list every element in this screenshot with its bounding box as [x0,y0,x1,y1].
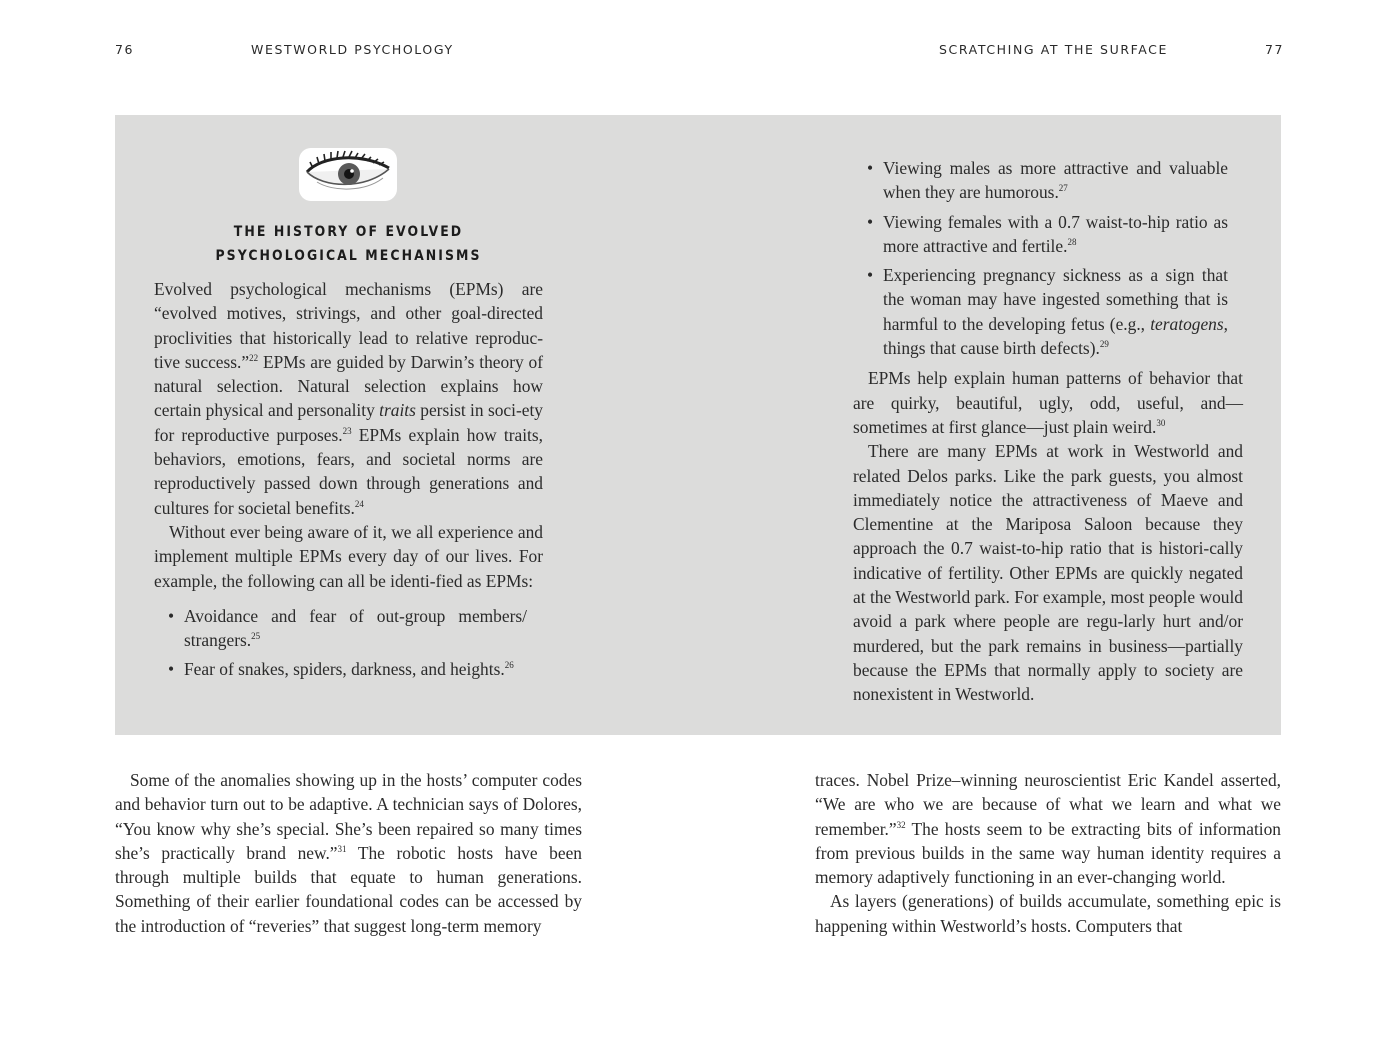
eye-badge [299,148,397,201]
footnote-ref: 29 [1099,339,1109,350]
footnote-ref: 23 [342,425,352,436]
body-left-column [115,768,582,938]
list-item-text: Viewing females with a 0.7 waist-to-hip ratio as more attractive and fertile. [883,211,1228,256]
list-item-text: Avoidance and fear of out-group members/ strangers. [184,605,527,651]
text-run: EPMs explain how traits, behaviors, emotions, fears, and societal norms are reproductively passed down through generations and cultures for societal benefits. [154,424,543,518]
left-page-number: 76 [115,42,135,57]
right-running-head: SCRATCHING AT THE SURFACE [939,42,1169,57]
text-run: EPMs help explain human patterns of behavior that are quirky, beautiful, ugly, odd, useful, and—sometimes at first glance—just plain weird. [853,368,1243,437]
text-run: EPMs are guided by Darwin’s theory of natural selection. Natural selection explains how certain physical and personality [154,351,543,421]
sidebar-right-column [853,156,1243,707]
list-item [853,210,1228,259]
footnote-ref: 25 [251,631,261,642]
sidebar-paragraph: There are many EPMs at work in Westworld and related Delos parks. Like the park guests, you almost immediately notice the attractiveness of Maeve and Clementine at the Mariposa Saloon because they approach the 0.7 waist-to-hip ratio that is histori-cally indicative of fertility. Other EPMs are quickly negated at the Westworld park. For example, most people would avoid a park where people are regu-larly hurt and/or murdered, but the park remains in business—partially because the EPMs that normally apply to society are nonexistent in Westworld. [853,441,1243,705]
left-running-head: WESTWORLD PSYCHOLOGY [251,42,454,57]
italic-term: teratogens [1150,313,1224,334]
text-run: The robotic hosts have been through multiple builds that equate to human generations. Something of their earlier foundational codes can be accessed by the introduction of “reveries” that suggest long-term memory [115,842,583,936]
body-right-column [815,768,1281,938]
eye-icon [299,148,397,201]
footnote-ref: 24 [354,498,364,509]
list-item-text: Fear of snakes, spiders, darkness, and heights. [184,659,505,680]
sidebar-paragraph: Without ever being aware of it, we all experience and implement multiple EPMs every day of our lives. For example, the following can all be identi-fied as EPMs: [154,521,543,591]
footnote-ref: 31 [337,843,347,854]
footnote-ref: 32 [896,819,906,830]
footnote-ref: 28 [1067,236,1077,247]
footnote-ref: 22 [249,352,259,363]
text-run: Some of the anomalies showing up in the hosts’ computer codes and behavior turn out to be adaptive. A technician says of Dolores, “You know why she’s special. She’s been repaired so many times she’s practically brand new.” [115,770,582,863]
sidebar-paragraph [853,366,1243,439]
text-run: persist in soci-ety for reproductive purposes. [154,400,543,445]
footnote-ref: 27 [1058,183,1068,194]
list-item [154,604,527,653]
list-item [853,156,1228,205]
text-run: traces. Nobel Prize–winning neuroscientist Eric Kandel asserted, “We are who we are because of what we learn and what we remember.” [815,770,1281,839]
sidebar-paragraph [154,277,543,520]
body-paragraph [815,768,1281,889]
sidebar-title-line2: PSYCHOLOGICAL MECHANISMS [215,248,482,264]
sidebar-left-column [154,277,543,682]
list-item-text: Viewing males as more attractive and valuable when they are humorous. [883,158,1228,203]
footnote-ref: 26 [504,660,514,671]
list-item [853,263,1228,360]
epm-list-continued [853,156,1228,360]
footnote-ref: 30 [1156,417,1166,428]
text-run: Evolved psychological mechanisms (EPMs) are “evolved motives, strivings, and other goal-directed proclivities that historically lead to relative reproduc-tive success.” [154,279,543,372]
list-item-text: , things that cause birth defects). [883,313,1228,359]
list-item [154,657,527,681]
right-page-number: 77 [1265,42,1285,57]
body-paragraph [115,768,582,938]
body-paragraph: As layers (generations) of builds accumulate, something epic is happening within Westworld’s hosts. Computers that [815,891,1281,936]
italic-term: traits [379,400,416,421]
list-item-text: Experiencing pregnancy sickness as a sign that the woman may have ingested something that is harmful to the developing fetus (e.g., [883,265,1228,334]
sidebar-title [181,220,516,268]
sidebar-title-line1: THE HISTORY OF EVOLVED [233,224,464,240]
epm-list [154,604,527,682]
text-run: The hosts seem to be extracting bits of information from previous builds in the same way human identity requires a memory adaptively functioning in an ever-changing world. [815,818,1281,888]
